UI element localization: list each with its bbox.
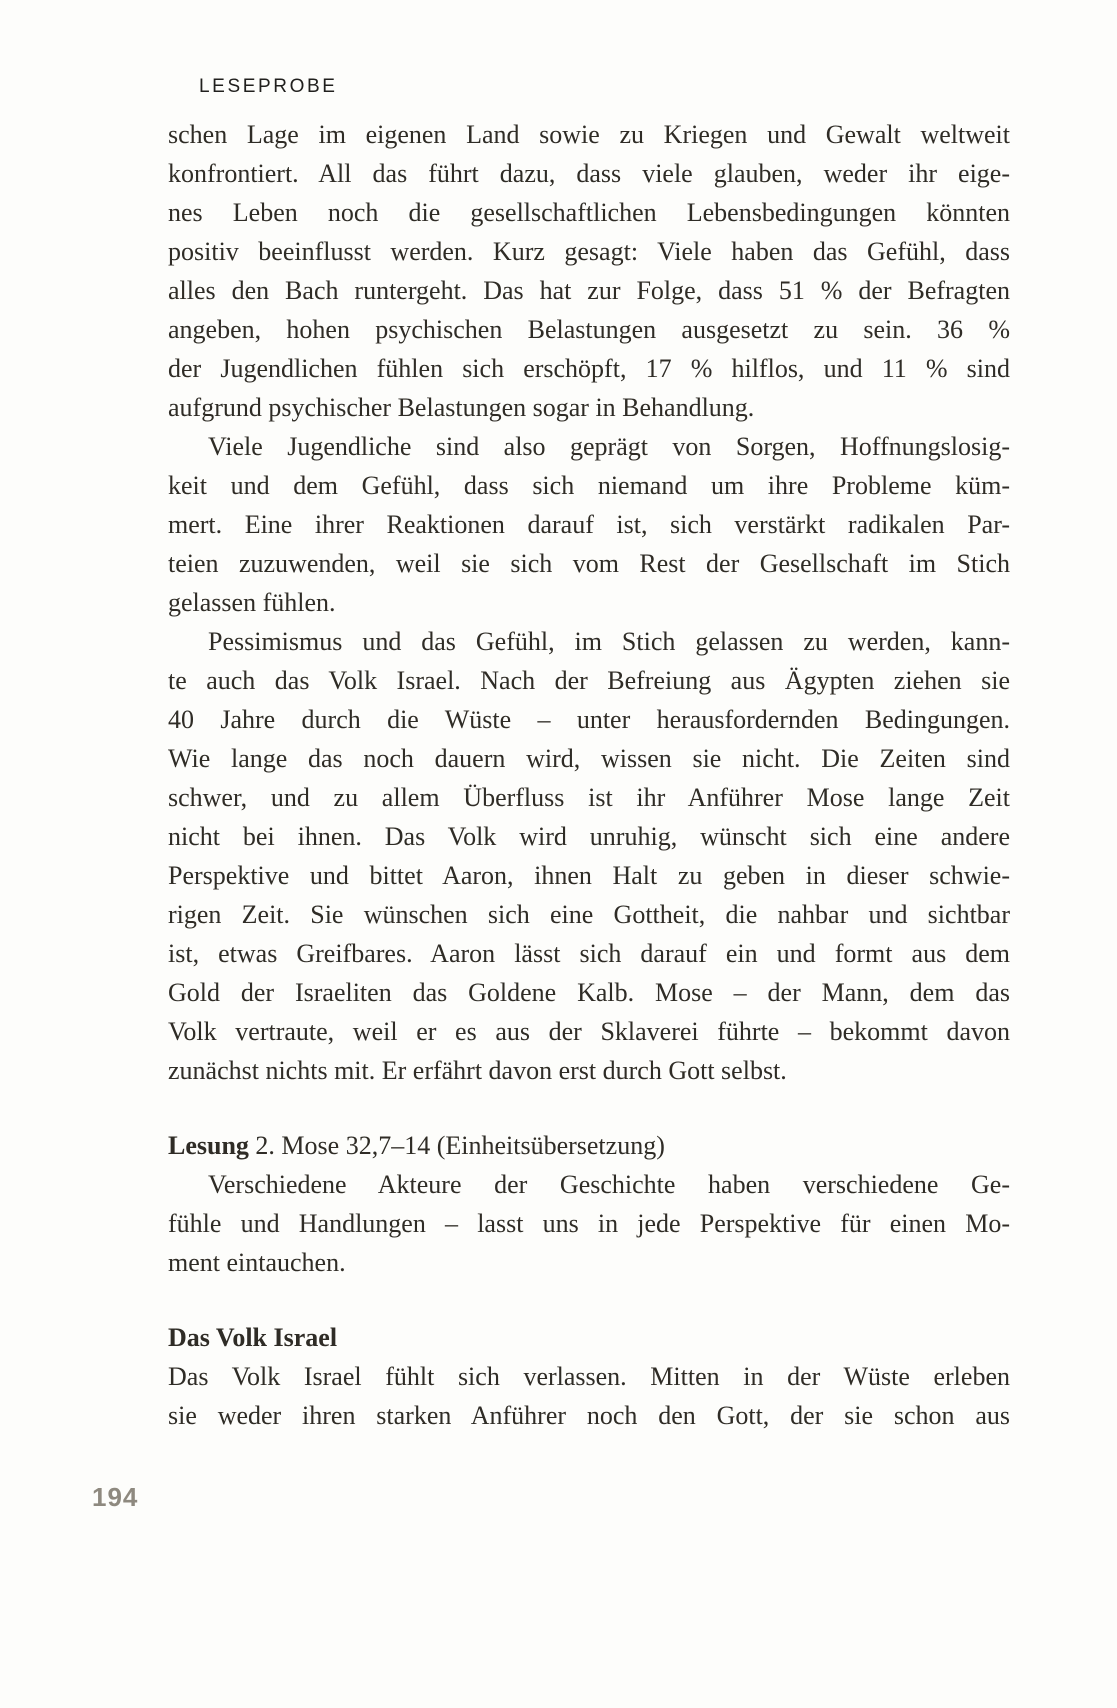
text-line: teien zuzuwenden, weil sie sich vom Rest der Gesellschaft im Stich xyxy=(168,549,1010,578)
vertical-spacer xyxy=(168,1090,1010,1126)
body-text-column xyxy=(168,115,1010,1435)
text-line: fühle und Handlungen – lasst uns in jede Perspektive für einen Mo- xyxy=(168,1209,1010,1238)
paragraph xyxy=(168,1357,1010,1435)
running-header: LESEPROBE xyxy=(199,76,338,97)
text-line: ment eintauchen. xyxy=(168,1248,346,1277)
paragraph xyxy=(168,622,1010,1090)
text-line: zunächst nichts mit. Er erfährt davon erst durch Gott selbst. xyxy=(168,1056,787,1085)
text-line: aufgrund psychischer Belastungen sogar in Behandlung. xyxy=(168,393,755,422)
text-line: Perspektive und bittet Aaron, ihnen Halt zu geben in dieser schwie- xyxy=(168,861,1010,890)
paragraph xyxy=(168,115,1010,427)
text-line: mert. Eine ihrer Reaktionen darauf ist, sich verstärkt radikalen Par- xyxy=(168,510,1010,539)
text-line: sie weder ihren starken Anführer noch den Gott, der sie schon aus xyxy=(168,1401,1010,1430)
text-line: schen Lage im eigenen Land sowie zu Kriegen und Gewalt weltweit xyxy=(168,120,1010,149)
text-line: nes Leben noch die gesellschaftlichen Lebensbedingungen könnten xyxy=(168,198,1010,227)
text-line: Wie lange das noch dauern wird, wissen sie nicht. Die Zeiten sind xyxy=(168,744,1010,773)
page-number: 194 xyxy=(92,1482,139,1512)
text-line: angeben, hohen psychischen Belastungen ausgesetzt zu sein. 36 % xyxy=(168,315,1010,344)
text-line: Verschiedene Akteure der Geschichte haben verschiedene Ge- xyxy=(208,1170,1010,1199)
text-line: Gold der Israeliten das Goldene Kalb. Mose – der Mann, dem das xyxy=(168,978,1010,1007)
text-line: nicht bei ihnen. Das Volk wird unruhig, wünscht sich eine andere xyxy=(168,822,1010,851)
text-line: keit und dem Gefühl, dass sich niemand um ihre Probleme küm- xyxy=(168,471,1010,500)
text-line: Pessimismus und das Gefühl, im Stich gelassen zu werden, kann- xyxy=(208,627,1010,656)
text-line: Das Volk Israel fühlt sich verlassen. Mitten in der Wüste erleben xyxy=(168,1362,1010,1391)
text-line: gelassen fühlen. xyxy=(168,588,336,617)
text-line: rigen Zeit. Sie wünschen sich eine Gottheit, die nahbar und sichtbar xyxy=(168,900,1010,929)
lesung-label: Lesung xyxy=(168,1131,249,1160)
text-line: 40 Jahre durch die Wüste – unter herausfordernden Bedingungen. xyxy=(168,705,1010,734)
paragraph xyxy=(168,1165,1010,1282)
lesung-reference: 2. Mose 32,7–14 (Einheitsübersetzung) xyxy=(248,1131,665,1160)
lesung-reference-line xyxy=(168,1126,1010,1165)
paragraph xyxy=(168,427,1010,622)
text-line: positiv beeinflusst werden. Kurz gesagt: Viele haben das Gefühl, dass xyxy=(168,237,1010,266)
text-line: te auch das Volk Israel. Nach der Befreiung aus Ägypten ziehen sie xyxy=(168,666,1010,695)
text-line: Viele Jugendliche sind also geprägt von Sorgen, Hoffnungslosig- xyxy=(208,432,1010,461)
text-line: alles den Bach runtergeht. Das hat zur Folge, dass 51 % der Befragten xyxy=(168,276,1010,305)
text-line: Volk vertraute, weil er es aus der Sklaverei führte – bekommt davon xyxy=(168,1017,1010,1046)
text-line: ist, etwas Greifbares. Aaron lässt sich darauf ein und formt aus dem xyxy=(168,939,1010,968)
text-line: schwer, und zu allem Überfluss ist ihr Anführer Mose lange Zeit xyxy=(168,783,1010,812)
text-line: der Jugendlichen fühlen sich erschöpft, 17 % hilflos, und 11 % sind xyxy=(168,354,1010,383)
vertical-spacer xyxy=(168,1282,1010,1318)
section-heading: Das Volk Israel xyxy=(168,1323,338,1352)
text-line: konfrontiert. All das führt dazu, dass viele glauben, weder ihr eige- xyxy=(168,159,1010,188)
